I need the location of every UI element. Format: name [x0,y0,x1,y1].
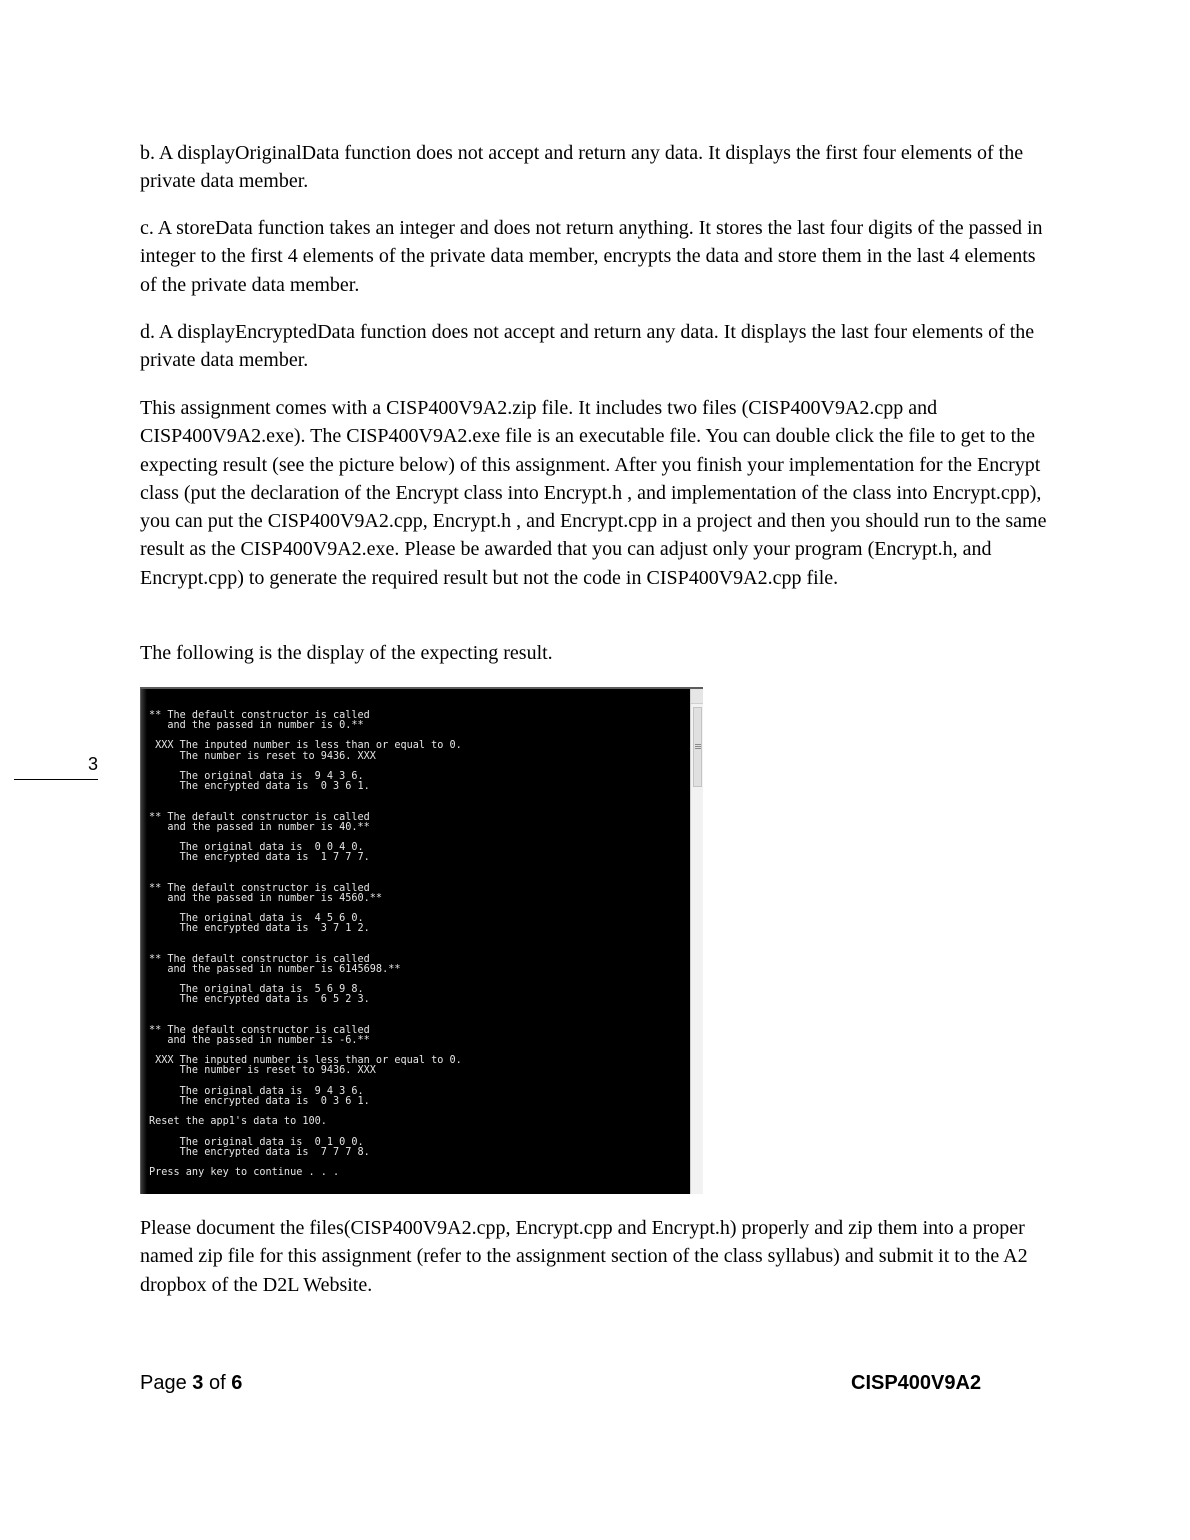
console-screenshot [140,687,703,1194]
paragraph-display-encrypted-data: d. A displayEncryptedData function does not accept and return any data. It displays the last four elements of the private data member. [140,321,1035,372]
console-output-text: ** The default constructor is called and the passed in number is 0.** XXX The inputed number is less than or equal to 0. The number is reset to 9436. XXX The original data is 9 4 3 6. The encrypted data is 0 3 6 1. ** The default constructor is called and the passed in number is 40.** The original data is 0 0 4 0. The encrypted data is 1 7 7 7. ** The default constructor is called and the passed in number is 4560.** The original data is 4 5 6 0. The encrypted data is 3 7 1 2. ** The default constructor is called and the passed in number is 6145698.** The original data is 5 6 9 8. The encrypted data is 6 5 2 3. ** The default constructor is called and the passed in number is -6.** XXX The inputed number is less than or equal to 0. The number is reset to 9436. XXX The original data is 9 4 3 6. The encrypted data is 0 3 6 1. Reset the app1's data to 100. The original data is 0 1 0 0. The encrypted data is 7 7 7 8. Press any key to continue . . . [149,710,462,1179]
scroll-up-arrow-icon [691,689,703,704]
paragraph-store-data: c. A storeData function takes an integer and does not return anything. It stores the last four digits of the passed in integer to the first 4 elements of the private data member, encrypts the data and store them in the last 4 elements of the private data member. [140,217,1043,296]
paragraph-assignment-description: This assignment comes with a CISP400V9A2.zip file. It includes two files (CISP400V9A2.cpp and CISP400V9A2.exe). The CISP400V9A2.exe file is an executable file. You can double click the file to get to the expecting result (see the picture below) of this assignment. After you finish your implementation for the Encrypt class (put the declaration of the Encrypt class into Encrypt.h , and implementation of the class into Encrypt.cpp), you can put the CISP400V9A2.cpp, Encrypt.h , and Encrypt.cpp in a project and then you should run to the same result as the CISP400V9A2.exe. Please be awarded that you can adjust only your program (Encrypt.h, and Encrypt.cpp) to generate the required result but not the code in CISP400V9A2.cpp file. [140,397,1047,589]
paragraph-expected-result-intro: The following is the display of the expecting result. [140,642,553,664]
footer-current-page: 3 [192,1372,204,1394]
footer-page-label: Page [140,1372,187,1394]
margin-comment-marker [14,754,98,780]
console-scrollbar [690,689,703,1194]
footer-total-pages: 6 [231,1372,243,1394]
console-left-edge [141,689,147,1194]
margin-comment-number: 3 [87,754,98,774]
footer-course-code: CISP400V9A2 [851,1372,982,1394]
paragraph-submission-instructions: Please document the files(CISP400V9A2.cpp, Encrypt.cpp and Encrypt.h) properly and zip them into a proper named zip file for this assignment (refer to the assignment section of the class syllabus) and submit it to the A2 dropbox of the D2L Website. [140,1217,1028,1296]
scrollbar-grip-icon [695,744,701,745]
footer-of-label: of [208,1372,226,1394]
footer-page-number [140,1372,242,1395]
scrollbar-thumb [693,707,702,787]
paragraph-display-original-data: b. A displayOriginalData function does not accept and return any data. It displays the first four elements of the private data member. [140,142,1024,193]
